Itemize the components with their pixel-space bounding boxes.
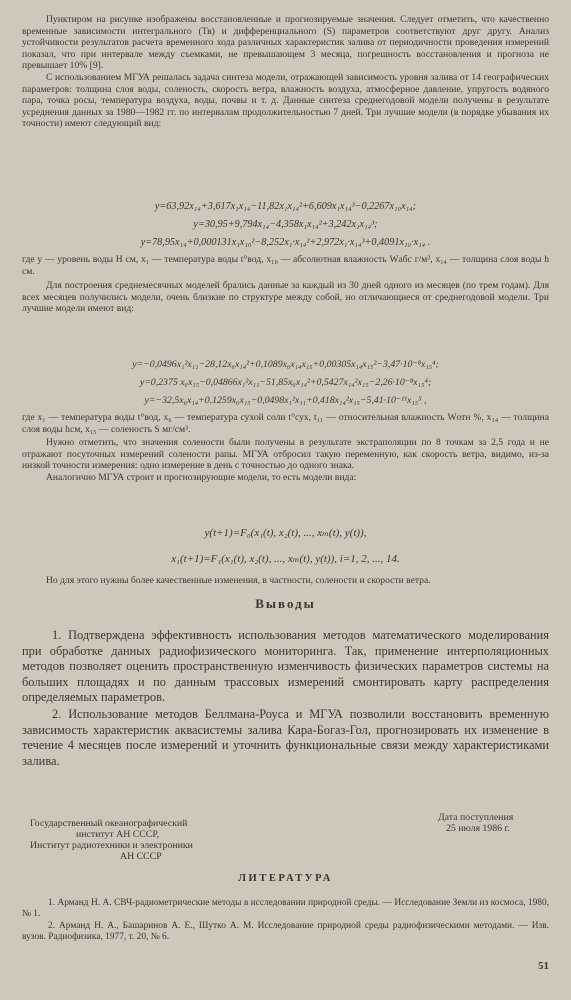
where-text-1: где y — уровень воды H см, x₁ — температура воды t°вод, x₁₀ — абсолютная влажность Wабс г/м³, x₁₄ — толщина слоя воды h см. (22, 254, 549, 277)
mgua-paragraph: С использованием МГУА решалась задача синтеза модели, отражающей зависимость уровня залива от 14 географических параметров: толщина слоя воды, соленость, скорость ветра, влажность воздуха, атмосферное давление, упругость водяного пара, точка росы, температура воздуха, воды, почвы и т. д. Данные синтеза среднегодовой модели получены в результате усреднения данных за 1980—1982 гг. по интервалам продолжительностью 7 дней. Три лучшие модели (в порядке убывания их точности) имеют следующий вид: (22, 71, 549, 130)
equation-line: y=−0,0496x₁²x₁₁−28,12x₆x₁₄²+0,1089x₆x₁₄x₁₅+0,00305x₁₄x₁₅²−3,47·10⁻⁸x₁₅⁴; (132, 359, 439, 370)
affiliation-line: Государственный океанографический (30, 818, 188, 829)
conclusions-heading: Выводы (255, 596, 316, 611)
definitions-2 (22, 412, 549, 484)
conclusions-section (22, 628, 549, 770)
equation-line: y=78,95x₁₄+0,000131x₁x₁₀²−8,252x₁·x₁₄²+2,972x₁·x₁₄³+0,4091x₁₀·x₁₄ . (140, 237, 431, 248)
definitions-1 (22, 254, 549, 315)
received-value: 25 июля 1986 г. (446, 823, 510, 834)
equation-line: y=0,2375 x₆x₁₅−0,04866x₁²x₁₁−51,85x₆x₁₄²+0,5427x₁₄²x₁₅−2,26·10⁻⁸x₁₅⁴; (139, 377, 432, 388)
salinity-paragraph: Нужно отметить, что значения солености были получены в результате экстраполяции по 8 точкам за 2,5 года и не отражают посуточных измерений солености рапы. МГУА отбросил такую переменную, как скорость ветра, видимо, из-за низкой точности измерения: одно измерение в день с точностью до одного знака. (22, 437, 549, 472)
affiliations (30, 818, 193, 862)
conclusion-item: 2. Использование методов Беллмана-Роуса и МГУА позволили восстановить временную зависимость характеристик аквасистемы залива Кара-Богаз-Гол, прогнозировать их изменение в течение 4 месяцев после измерений и уточнить функциональные связи между характеристиками залива. (22, 706, 549, 768)
where-text-2: где x₁ — температура воды t°вод, x₆ — температура сухой соли t°сух, t₁₁ — относительная влажность Wотн %, x₁₄ — толщина слоя воды hсм, x₁₅ — соленость S мг/см³. (22, 412, 549, 435)
intro-paragraph: Пунктиром на рисунке изображены восстановленные и прогнозируемые значения. Следует отметить, что качественно временные зависимости интегрального (Тв) и дифференциального (S) параметров соответствуют друг другу. Анализ устойчивости результатов расчета временного хода различных характеристик залива от периодичности проведения измерений показал, что при интервале между съемками, не превышающем 3 месяца, погрешность восстановления и прогноза не превышает 10% [9]. (22, 14, 549, 72)
monthly-paragraph: Для построения среднемесячных моделей брались данные за каждый из 30 дней одного из месяцев (по трем годам). Для всех месяцев получились модели, очень близкие по структуре между собой, но отличающиеся от среднегодовой модели. Три лучшие модели имеют вид: (22, 280, 549, 315)
reference-item: 2. Арманд Н. А., Башаринов А. Е., Шутко А. М. Исследование природной среды радиофизическими методами. — Изв. вузов. Радиофизика, 1977, т. 20, № 6. (22, 920, 549, 943)
equation-block-1 (0, 198, 571, 252)
affiliation-line: Институт радиотехники и электроники (30, 840, 193, 851)
page-number: 51 (538, 960, 549, 972)
affiliation-line: АН СССР (120, 851, 162, 862)
references-list (22, 898, 549, 944)
equation-line: y(t+1)=F₀(x₁(t), x₂(t), ..., xₘ(t), y(t)), (204, 527, 367, 539)
affiliation-line: институт АН СССР, (76, 829, 160, 840)
equation-line: y=30,95+9,794x₁₄−4,358x₁x₁₄²+3,242x₁x₁₄³; (193, 219, 378, 230)
closing-section (22, 575, 549, 587)
conclusion-item: 1. Подтверждена эффективность использования методов математического моделирования при обработке данных радиофизического мониторинга. Так, применение интерполяционных методов позволяет оценить пространственную изменчивость физических параметров системы на больших площадях и по данным трассовых измерений смонтировать карту распределения определяемых параметров. (22, 628, 549, 705)
closing-paragraph: Но для этого нужны более качественные изменения, в частности, солености и скорости ветра. (46, 575, 431, 586)
equation-line: y=63,92x₁₄+3,617x₁x₁₄−11,82x₁x₁₄²+6,609x₁x₁₄³−0,2267x₁₀x₁₄; (154, 201, 417, 212)
equation-line: y=−32,5x₆x₁₄+0,1259x₆x₁₅−0,0498x₁²x₁₁+0,418x₁₄²x₁₅−5,41·10⁻¹¹x₁₅⁵ , (144, 395, 427, 406)
forecast-paragraph: Аналогично МГУА строит и прогнозирующие модели, то есть модели вида: (46, 471, 357, 483)
received-date (438, 812, 513, 834)
intro-section (22, 14, 549, 130)
equation-block-2 (0, 356, 571, 410)
reference-item: 1. Арманд Н. А. СВЧ-радиометрические методы в исследовании природной среды. — Исследование Земли из космоса, 1980, № 1. (22, 898, 549, 920)
equation-block-3 (0, 520, 571, 572)
equation-line: x₁(t+1)=F₁(x₁(t), x₂(t), ..., xₘ(t), y(t)), i=1, 2, ..., 14. (171, 553, 400, 565)
received-label: Дата поступления (438, 812, 514, 823)
references-heading: ЛИТЕРАТУРА (238, 873, 333, 884)
